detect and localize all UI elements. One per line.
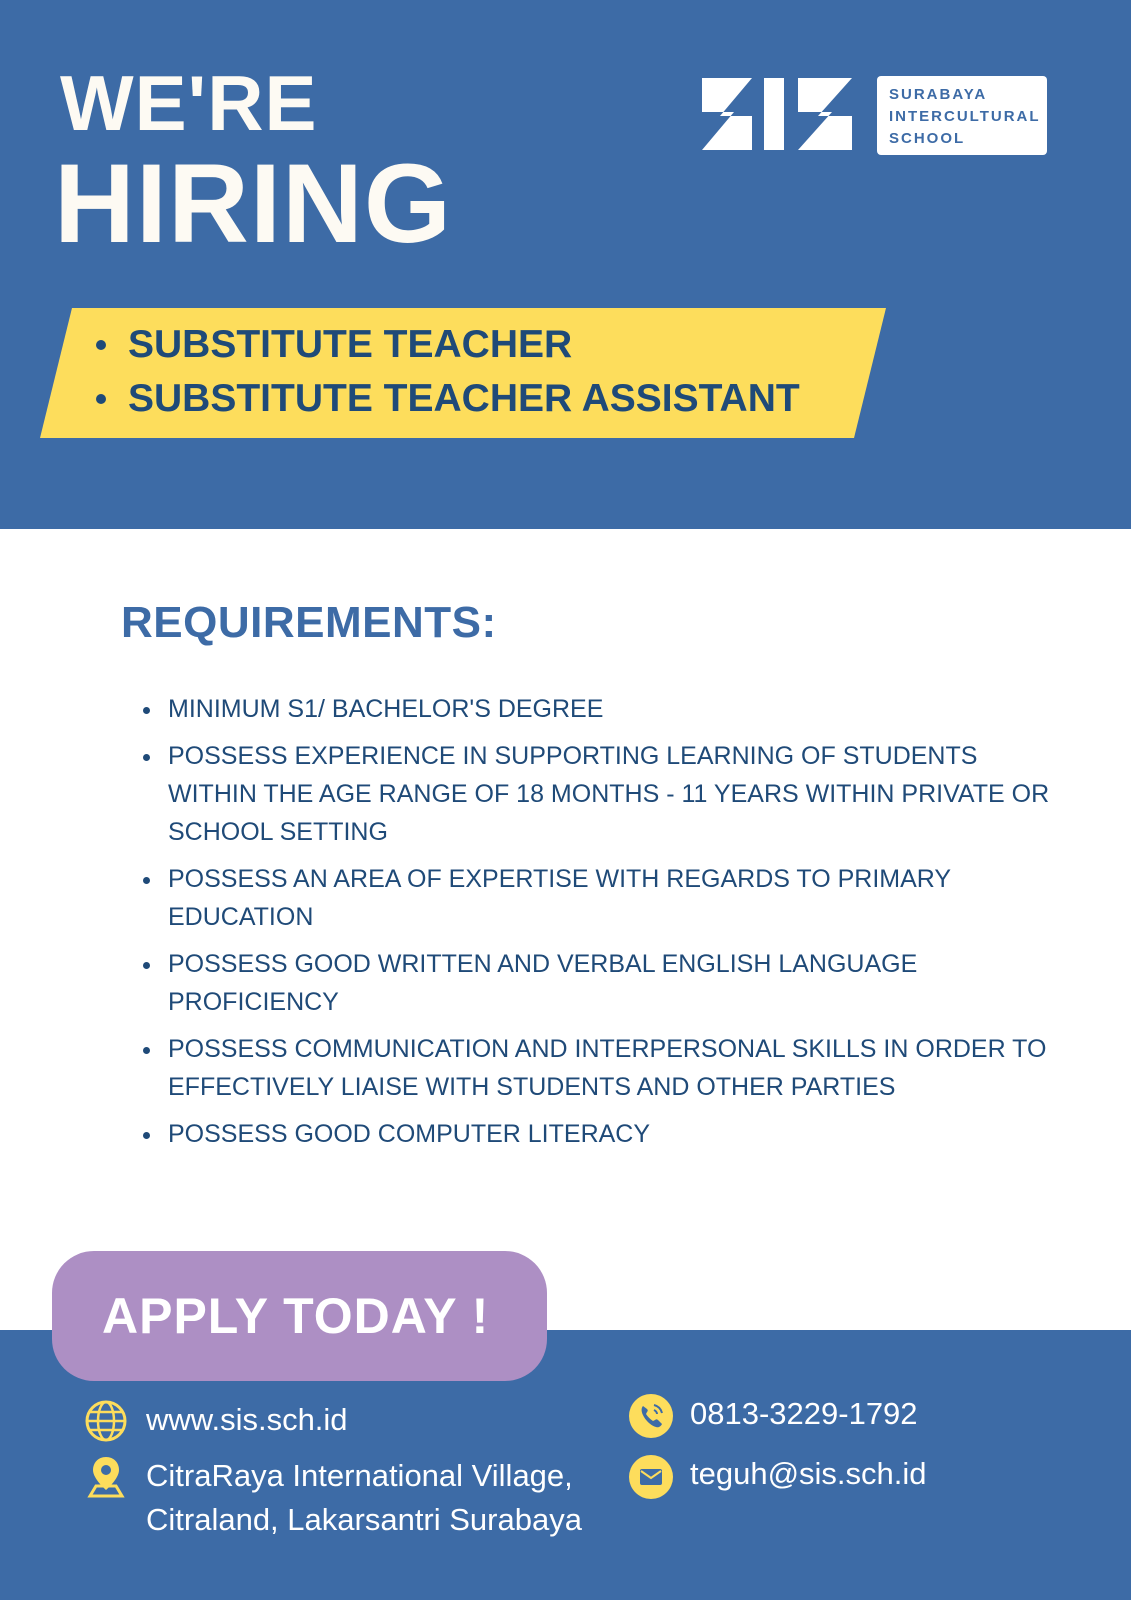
location-pin-icon: [84, 1454, 128, 1498]
address-text: CitraRaya International Village, Citraland, Lakarsantri Surabaya: [146, 1458, 582, 1537]
phone-icon: [629, 1394, 673, 1438]
email-icon: [629, 1455, 673, 1499]
positions-list: [88, 318, 800, 426]
logo-line-1: SURABAYA: [889, 86, 988, 103]
headline-hiring: HIRING: [54, 141, 452, 266]
requirement-item: POSSESS GOOD COMPUTER LITERACY: [140, 1115, 1070, 1153]
position-item: SUBSTITUTE TEACHER ASSISTANT: [88, 372, 800, 426]
apply-today-button[interactable]: [52, 1251, 547, 1381]
email-link[interactable]: teguh@sis.sch.id: [690, 1456, 927, 1491]
requirement-item: POSSESS COMMUNICATION AND INTERPERSONAL SKILLS IN ORDER TO EFFECTIVELY LIAISE WITH STUDENTS AND OTHER PARTIES: [140, 1030, 1070, 1106]
globe-icon: [84, 1399, 128, 1443]
school-logo: [700, 76, 1050, 158]
requirement-item: POSSESS GOOD WRITTEN AND VERBAL ENGLISH LANGUAGE PROFICIENCY: [140, 945, 1070, 1021]
requirement-item: POSSESS AN AREA OF EXPERTISE WITH REGARDS TO PRIMARY EDUCATION: [140, 860, 1070, 936]
requirements-title: REQUIREMENTS:: [121, 598, 497, 647]
requirement-item: MINIMUM S1/ BACHELOR'S DEGREE: [140, 690, 1070, 728]
website-link[interactable]: www.sis.sch.id: [146, 1402, 348, 1437]
logo-line-3: SCHOOL: [889, 130, 966, 147]
sis-logo-mark: [700, 76, 860, 152]
phone-link[interactable]: 0813-3229-1792: [690, 1396, 918, 1431]
requirement-item: POSSESS EXPERIENCE IN SUPPORTING LEARNING OF STUDENTS WITHIN THE AGE RANGE OF 18 MONTHS - 11 YEARS WITHIN PRIVATE OR SCHOOL SETTING: [140, 737, 1070, 851]
logo-text-box: [877, 76, 1047, 155]
headline-were: WE'RE: [60, 59, 318, 147]
apply-today-label: APPLY TODAY !: [102, 1288, 490, 1344]
position-item: SUBSTITUTE TEACHER: [88, 318, 800, 372]
logo-line-2: INTERCULTURAL: [889, 108, 1041, 125]
requirements-list: [140, 690, 1070, 1162]
